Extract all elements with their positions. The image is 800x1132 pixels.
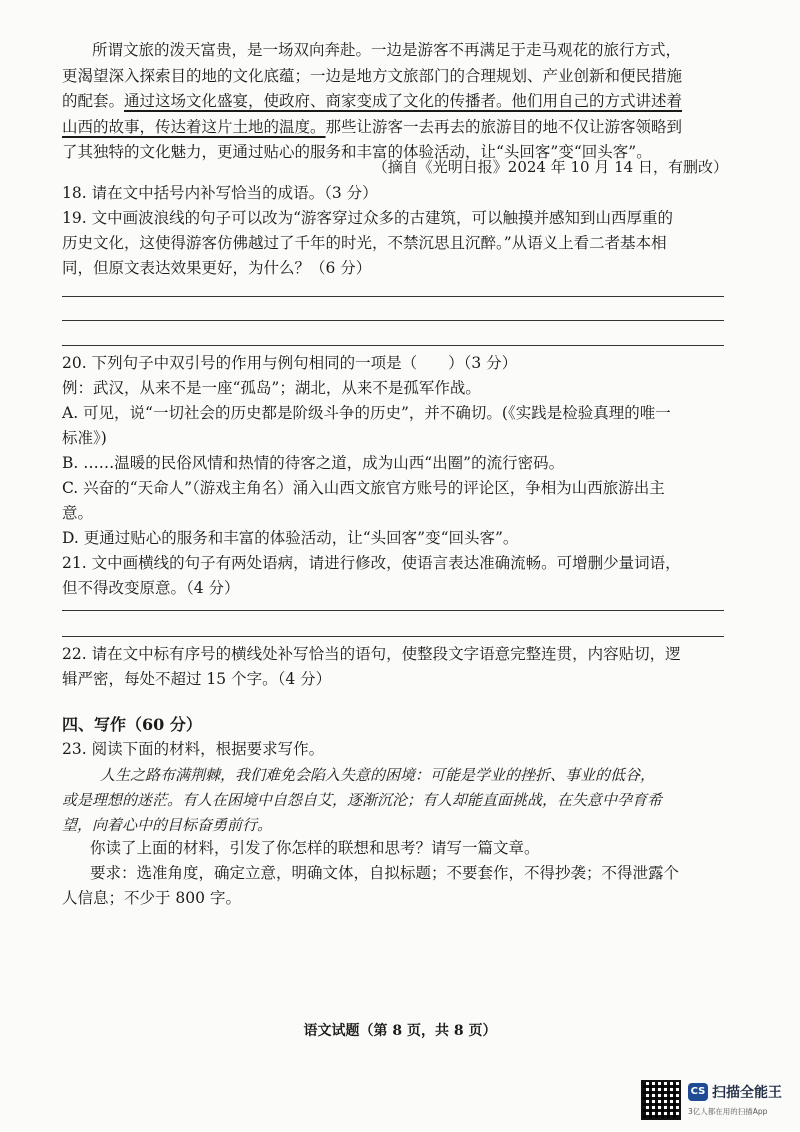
underlined-sentence: 山西的故事，传达着这片土地的温度。	[62, 117, 326, 136]
question-19	[62, 206, 673, 281]
question-stem: 20. 下列句子中双引号的作用与例句相同的一项是（ ）（3 分）	[62, 354, 518, 372]
question-line: 同，但原文表达效果更好，为什么？（6 分）	[62, 259, 372, 277]
passage-line: 所谓文旅的泼天富贵，是一场双向奔赴。一边是游客不再满足于走马观花的旅行方式，	[92, 41, 682, 59]
passage	[62, 38, 730, 166]
question-21	[62, 551, 681, 601]
option-a: A. 可见，说“一切社会的历史都是阶级斗争的历史”，并不确切。(《实践是检验真理的唯一	[62, 404, 671, 422]
scanner-slogan: 3亿人都在用的扫描App	[688, 1107, 768, 1116]
question-18: 18. 请在文中括号内补写恰当的成语。（3 分）	[62, 184, 378, 202]
answer-line[interactable]	[62, 345, 724, 346]
qr-code-icon	[641, 1080, 681, 1120]
question-20	[62, 351, 671, 551]
question-line: 19. 文中画波浪线的句子可以改为“游客穿过众多的古建筑，可以触摸并感知到山西厚重的	[62, 209, 674, 227]
requirement-line: 要求：选准角度，确定立意，明确文体，自拟标题；不要套作，不得抄袭；不得泄露个	[90, 864, 680, 882]
option-d: D. 更通过贴心的服务和丰富的体验活动，让“头回客”变“回头客”。	[62, 529, 519, 547]
example-sentence: 例：武汉，从来不是一座“孤岛”；湖北，从来不是孤军作战。	[62, 379, 481, 397]
page-footer: 语文试题（第 8 页，共 8 页）	[303, 1023, 497, 1039]
answer-line[interactable]	[62, 636, 724, 637]
answer-line[interactable]	[62, 610, 724, 611]
answer-line[interactable]	[62, 296, 724, 297]
section-title: 四、写作（60 分）	[62, 715, 202, 734]
question-line: 历史文化，这使得游客仿佛越过了千年的时光，不禁沉思且沉醉。”从语义上看二者基本相	[62, 234, 667, 252]
scanner-app-name: 扫描全能王	[712, 1085, 782, 1101]
question-23: 23. 阅读下面的材料，根据要求写作。	[62, 740, 325, 758]
passage-line: 了其独特的文化魅力，更通过贴心的服务和丰富的体验活动，让“头回客”变“回头客”。	[62, 143, 652, 161]
option-b: B. ……温暖的民俗风情和热情的待客之道，成为山西“出圈”的流行密码。	[62, 454, 565, 472]
answer-line[interactable]	[62, 320, 724, 321]
option-c-cont: 意。	[62, 504, 94, 522]
option-a-cont: 标准》)	[62, 429, 107, 447]
question-22	[62, 642, 681, 692]
passage-line	[62, 115, 730, 141]
question-line: 辑严密，每处不超过 15 个字。（4 分）	[62, 670, 332, 688]
camscanner-logo: CS	[688, 1083, 708, 1101]
prompt-line: 你读了上面的材料，引发了你怎样的联想和思考？请写一篇文章。	[90, 839, 540, 857]
material-line: 或是理想的迷茫。有人在困境中自怨自艾，逐渐沉沦；有人却能直面挑战，在失意中孕育希	[62, 791, 663, 809]
question-line: 但不得改变原意。（4 分）	[62, 579, 240, 597]
passage-line	[62, 89, 730, 115]
passage-text: 那些让游客一去再去的旅游目的地不仅让游客领略到	[325, 117, 683, 136]
underlined-sentence: 通过这场文化盛宴，使政府、商家变成了文化的传播者。他们用自己的方式讲述着	[124, 92, 683, 110]
passage-text: 的配套。	[62, 92, 125, 110]
question-line: 22. 请在文中标有序号的横线处补写恰当的语句，使整段文字语意完整连贯，内容贴切，逻	[62, 645, 681, 663]
option-c: C. 兴奋的“天命人”（游戏主角名）涌入山西文旅官方账号的评论区，争相为山西旅游出主	[62, 479, 665, 497]
passage-source: （摘自《光明日报》2024 年 10 月 14 日，有删改）	[372, 158, 728, 176]
question-line: 21. 文中画横线的句子有两处语病，请进行修改，使语言表达准确流畅。可增删少量词语，	[62, 554, 681, 572]
writing-material	[62, 763, 662, 838]
material-line: 望，向着心中的目标奋勇前行。	[62, 816, 273, 834]
requirement-line: 人信息；不少于 800 字。	[62, 889, 241, 907]
material-line: 人生之路布满荆棘，我们难免会陷入失意的困境：可能是学业的挫折、事业的低谷，	[100, 766, 656, 784]
passage-line: 更渴望深入探索目的地的文化底蕴；一边是地方文旅部门的合理规划、产业创新和便民措施	[62, 66, 683, 85]
writing-prompt	[62, 836, 679, 911]
